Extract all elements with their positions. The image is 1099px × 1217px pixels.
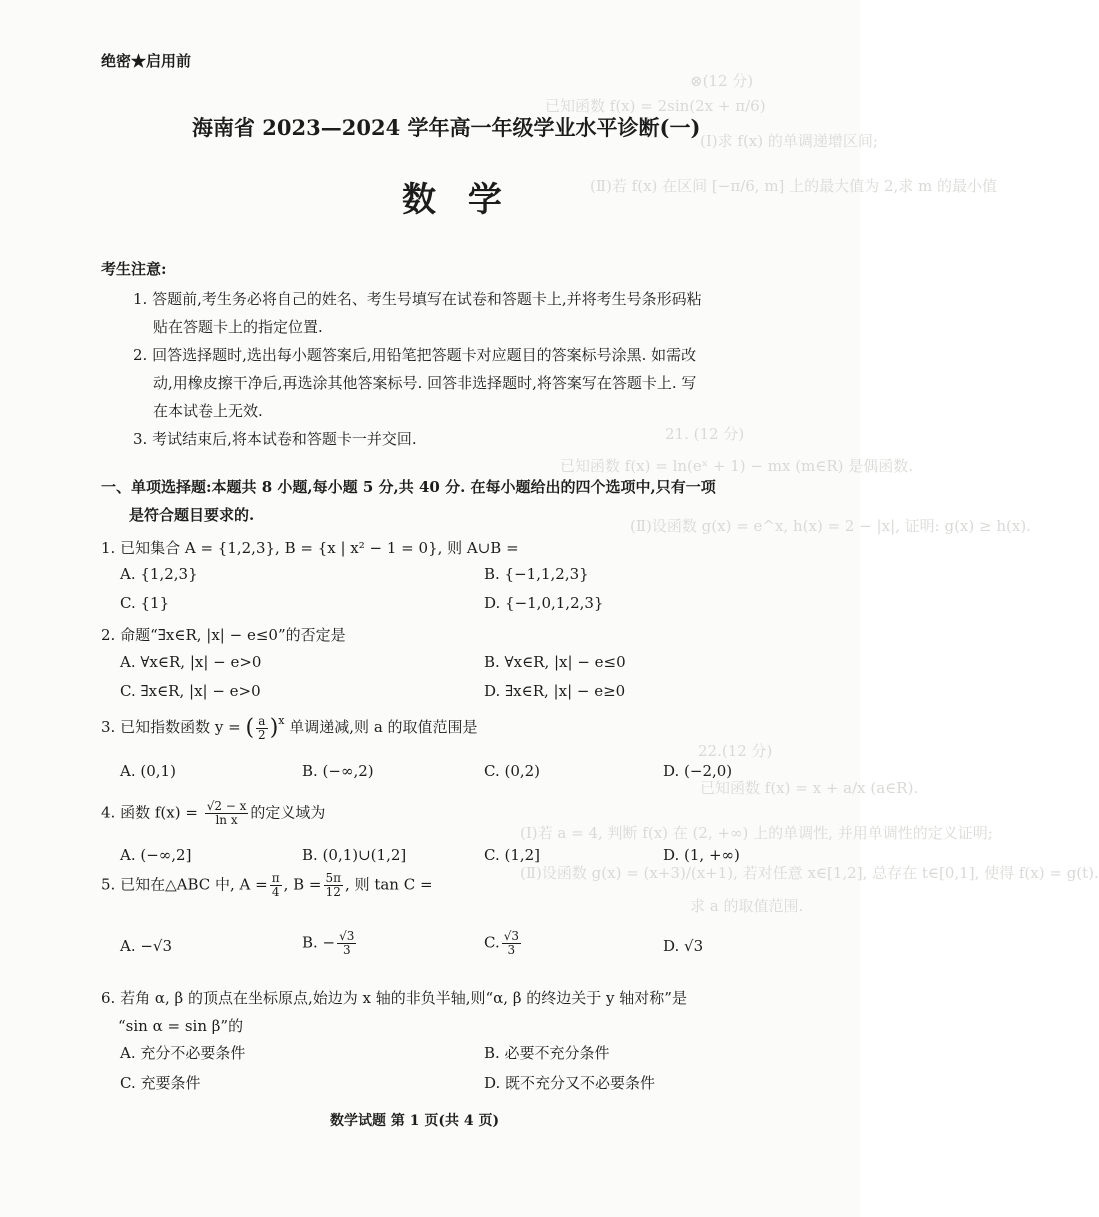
bleed-through-text: 已知函数 f(x) = x + a/x (a∈R). <box>700 779 919 797</box>
question-6-stem: 6. 若角 α, β 的顶点在坐标原点,始边为 x 轴的非负半轴,则“α, β 的终边关于 y 轴对称”是 <box>101 989 687 1007</box>
page-footer: 数学试题 第 1 页(共 4 页) <box>330 1113 500 1129</box>
question-6-option-b: B. 必要不充分条件 <box>484 1044 610 1062</box>
secret-mark: 绝密★启用前 <box>101 52 192 70</box>
bleed-through-text: ⊗(12 分) <box>690 72 754 90</box>
question-6-option-a: A. 充分不必要条件 <box>120 1044 246 1062</box>
question-4-option-c: C. (1,2] <box>484 846 541 864</box>
bleed-through-text: (Ⅰ)求 f(x) 的单调递增区间; <box>700 132 878 150</box>
fraction-numerator: 5π <box>325 871 342 885</box>
question-2-option-b: B. ∀x∈R, |x| − e≤0 <box>484 653 626 671</box>
question-6-stem: “sin α = sin β”的 <box>118 1017 244 1035</box>
notice-item: 动,用橡皮擦干净后,再选涂其他答案标号. 回答非选择题时,将答案写在答题卡上. 写 <box>153 374 697 392</box>
notice-item: 1. 答题前,考生务必将自己的姓名、考生号填写在试卷和答题卡上,并将考生号条形码粘 <box>133 290 702 308</box>
fraction-denominator: 3 <box>507 943 516 957</box>
notice-item: 在本试卷上无效. <box>153 402 263 420</box>
question-1-option-c: C. {1} <box>120 594 170 612</box>
question-3-stem-pre: 3. 已知指数函数 y = <box>101 718 241 736</box>
fraction <box>205 800 249 827</box>
fraction-denominator: 12 <box>325 885 341 899</box>
bleed-through-text: 已知函数 f(x) = 2sin(2x + π/6) <box>545 97 766 115</box>
question-6-option-c: C. 充要条件 <box>120 1074 201 1092</box>
question-1-option-a: A. {1,2,3} <box>120 565 198 583</box>
fraction <box>337 930 356 957</box>
fraction-denominator: 4 <box>271 885 280 899</box>
fraction-denominator: ln x <box>215 813 238 827</box>
question-1-option-d: D. {−1,0,1,2,3} <box>484 594 604 612</box>
question-4-option-b: B. (0,1)∪(1,2] <box>302 846 407 864</box>
option-prefix: C. <box>484 933 500 952</box>
question-3-stem-post: 单调递减,则 a 的取值范围是 <box>289 718 478 736</box>
question-5-option-d: D. √3 <box>663 937 704 955</box>
bleed-through-text: (Ⅱ)设函数 g(x) = (x+3)/(x+1), 若对任意 x∈[1,2], 总存在 t∈[0,1], 使得 f(x) = g(t). <box>520 864 1099 882</box>
exam-title: 海南省 2023—2024 学年高一年级学业水平诊断(一) <box>192 115 701 140</box>
bleed-through-text: 已知函数 f(x) = ln(eˣ + 1) − mx (m∈R) 是偶函数. <box>560 457 914 475</box>
question-6-option-d: D. 既不充分又不必要条件 <box>484 1074 656 1092</box>
question-3-stem <box>101 714 478 742</box>
bleed-through-text: (Ⅰ)若 a = 4, 判断 f(x) 在 (2, +∞) 上的单调性, 并用单调性的定义证明; <box>520 824 993 842</box>
question-2-stem: 2. 命题“∃x∈R, |x| − e≤0”的否定是 <box>101 626 346 644</box>
question-3-option-b: B. (−∞,2) <box>302 762 374 780</box>
question-4-stem-pre: 4. 函数 f(x) = <box>101 803 198 822</box>
paren-right: ) <box>269 715 279 741</box>
fraction-numerator: √3 <box>503 929 519 943</box>
question-4-option-d: D. (1, +∞) <box>663 846 740 864</box>
bleed-through-text: 21. (12 分) <box>665 425 745 443</box>
question-5-option-a: A. −√3 <box>120 937 173 955</box>
question-4-stem-post: 的定义域为 <box>250 803 326 822</box>
fraction <box>256 715 268 742</box>
fraction-denominator: 2 <box>258 727 266 742</box>
fraction <box>502 930 521 957</box>
bleed-through-text: (Ⅱ)若 f(x) 在区间 [−π/6, m] 上的最大值为 2,求 m 的最小值 <box>590 177 998 195</box>
question-4-option-a: A. (−∞,2] <box>120 846 192 864</box>
subject-title: 数 学 <box>402 180 512 220</box>
paren-left: ( <box>245 715 255 741</box>
question-4-stem <box>101 800 325 827</box>
fraction-denominator: 3 <box>342 943 351 957</box>
fraction <box>324 872 344 899</box>
question-5-stem-post: , 则 tan C = <box>345 875 433 894</box>
fraction-numerator: π <box>271 871 280 885</box>
exponent: x <box>278 714 285 727</box>
notice-item: 3. 考试结束后,将本试卷和答题卡一并交回. <box>133 430 417 448</box>
section-heading: 一、单项选择题:本题共 8 小题,每小题 5 分,共 40 分. 在每小题给出的四个选项中,只有一项 <box>101 478 716 496</box>
question-1-stem: 1. 已知集合 A = {1,2,3}, B = {x | x² − 1 = 0}, 则 A∪B = <box>101 539 519 557</box>
question-3-option-d: D. (−2,0) <box>663 762 733 780</box>
bleed-through-text: 22.(12 分) <box>698 742 773 760</box>
bleed-through-text: 求 a 的取值范围. <box>690 897 804 915</box>
bleed-through-text: (Ⅱ)设函数 g(x) = e^x, h(x) = 2 − |x|, 证明: g(x) ≥ h(x). <box>630 517 1031 535</box>
notice-item: 2. 回答选择题时,选出每小题答案后,用铅笔把答题卡对应题目的答案标号涂黑. 如需改 <box>133 346 697 364</box>
fraction-numerator: a <box>256 715 268 729</box>
question-3-option-c: C. (0,2) <box>484 762 541 780</box>
question-5-option-b <box>302 930 358 957</box>
notice-heading: 考生注意: <box>101 260 167 278</box>
question-5-stem-pre: 5. 已知在△ABC 中, A = <box>101 875 268 894</box>
question-5-option-c <box>484 930 523 957</box>
question-2-option-c: C. ∃x∈R, |x| − e>0 <box>120 682 261 700</box>
question-2-option-d: D. ∃x∈R, |x| − e≥0 <box>484 682 626 700</box>
question-3-option-a: A. (0,1) <box>120 762 176 780</box>
notice-item: 贴在答题卡上的指定位置. <box>153 318 323 336</box>
question-1-option-b: B. {−1,1,2,3} <box>484 565 589 583</box>
section-heading: 是符合题目要求的. <box>129 506 255 524</box>
option-prefix: B. − <box>302 933 336 952</box>
question-5-stem <box>101 872 433 899</box>
question-2-option-a: A. ∀x∈R, |x| − e>0 <box>120 653 262 671</box>
question-5-stem-mid: , B = <box>283 875 322 894</box>
fraction-numerator: √2 − x <box>206 799 247 813</box>
fraction <box>270 872 282 899</box>
fraction-numerator: √3 <box>339 929 355 943</box>
